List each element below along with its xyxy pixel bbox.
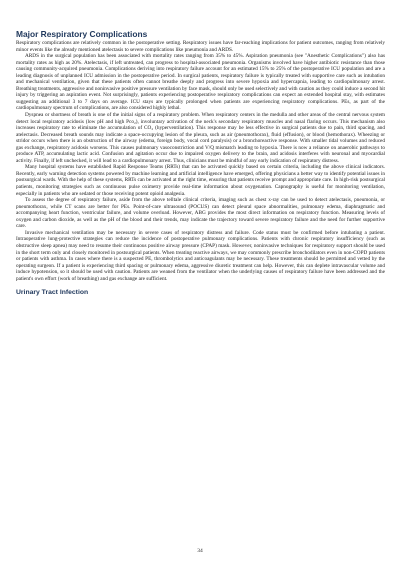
paragraph-assessment: To assess the degree of respiratory failure, aside from the above telltale clinical criteria, imaging such as chest x-ray can be used to detect atelectasis, pneumonia, or pneumothorax, while CT scans are better for PEs. Point-of-care ultrasound (POCUS) can detect pleural space abnormalities, pulmonary edema, diaphragmatic and accompanying heart function, ventricular failure, and volume overload. However, ABG provides the most direct information on respiratory function. Measuring levels of oxygen and carbon dioxide, as well as the pH of the blood and their trends, may indicate the trajectory toward severe respiratory failure and the need for further supportive care. (16, 197, 385, 230)
paragraph-intro: Respiratory complications are relatively common in the postoperative setting. Respiratory issues have far-reaching implications for patient outcomes, ranging from relatively minor events like the already mentioned atelectasis to severe complications like pneumonia and ARDS. (16, 40, 385, 53)
paragraph-rapid-response: Many hospital systems have established Rapid Response Teams (RRTs) that can be activated quickly based on certain criteria, including the above clinical indicators. Recently, early warning detection systems powered by machine learning and artificial intelligence have emerged, offering physicians a better way to identify potential issues in postsurgical wards. With the help of these systems, RRTs can be activated at the right time, ensuring that patients receive prompt and appropriate care. In high-risk postsurgical patients, monitoring strategies such as continuous pulse oximetry provide real-time information about oxygenation. Capnography is useful for monitoring ventilation, especially in patients who are sedated or those receiving potent opioid analgesia. (16, 164, 385, 197)
paragraph-dyspnea: Dyspnea or shortness of breath is one of the initial signs of a respiratory problem. When respiratory centers in the medulla and other areas of the central nervous system detect local respiratory acidosis (low pH and high Pco₂), involuntary activation of the neck's secondary respiratory muscles and nasal flaring occurs. This mechanism also increases respiratory rate to eliminate the accumulation of CO₂ (hyperventilation). This response may be less effective in surgical patients due to pain, third spacing, and atelectasis. Decreased breath sounds may indicate a space-occupying lesion of the pleura, such as air (pneumothorax), fluid (effusion), or blood (hemothorax). Wheezing or stridor occurs when there is an obstruction of the airway (edema, foreign body, vocal cord paralysis) or a bronchoreactive response. With smaller tidal volumes and reduced gas exchange, respiratory acidosis worsens. This causes pulmonary vasoconstriction and V/Q mismatch leading to hypoxia. There is now a reliance on anaerobic pathways to produce ATP, accumulating lactic acid. Confusion and agitation occur due to impaired oxygen delivery to the brain, and acidosis interferes with neuronal and myocardial activity. Finally, if left unchecked, it will lead to a cardiopulmonary arrest. Thus, clinicians must be mindful of any early indication of respiratory distress. (16, 112, 385, 164)
next-section-heading: Urinary Tract Infection (16, 289, 89, 297)
paragraph-ventilation: Invasive mechanical ventilation may be necessary in severe cases of respiratory distress and failure. Code status must be confirmed before intubating a patient. Intraoperative lung-protective strategies can reduce the incidence of postoperative pulmonary complications. Patients with chronic respiratory insufficiency (such as obstructive sleep apnea) may need to resume their continuous positive airway pressure (CPAP) mask. However, noninvasive techniques for respiratory support should be used in the short term only and closely monitored in postsurgical patients. When treating reactive airways, we may commonly prescribe bronchodilators even in non-COPD patients or patients with asthma. In cases where there is a suspected PE, thrombolytics and anticoagulants may be necessary. These treatments should be permitted and vetted by the operating surgeon. If a patient is experiencing third spacing or pulmonary edema, aggressive diuretic treatment can help. However, this can deplete intravascular volume and induce hypotension, so it should be used with caution. Patients are weaned from the ventilator when the underlying causes of respiratory failure have been addressed and the patient's own effort (work of breathing) and gas exchange are sufficient. (16, 229, 385, 282)
page-content (16, 29, 385, 297)
section-heading: Major Respiratory Complications (16, 29, 148, 39)
page-number: 34 (197, 548, 203, 554)
paragraph-ards: ARDS in the surgical population has been associated with mortality rates ranging from 35% to 45%. Aspiration pneumonia (see "Anesthetic Complications") also has mortality rates as high as 20%. Atelectasis, if left untreated, can progress to hospital-associated pneumonia. Organisms involved have higher antibiotic resistance than those causing community-acquired pneumonia. Complications deriving into respiratory failure account for an estimated 15% to 25% of the postoperative ICU population and are a leading diagnosis of unplanned ICU admission in the postoperative period. In surgical patients, respiratory failure is typically treated with supportive care such as intubation and mechanical ventilation, given that these patients often cannot breathe deeply and progress into severe hypoxia and hypercapnia, leading to cardiopulmonary arrest. Breathing treatments, aggressive and noninvasive positive pressure ventilation by face mask, should only be used selectively and with caution as they could induce a second hit injury by triggering an aspiration event. Not surprisingly, patients experiencing postoperative respiratory complications can expect an extended hospital stay, with estimates suggesting an additional 3 to 7 days on average. ICU stays are typically prolonged when patients are experiencing respiratory complications. PEs, as part of the cardiopulmonary spectrum of complications, are also considered highly lethal. (16, 53, 386, 112)
